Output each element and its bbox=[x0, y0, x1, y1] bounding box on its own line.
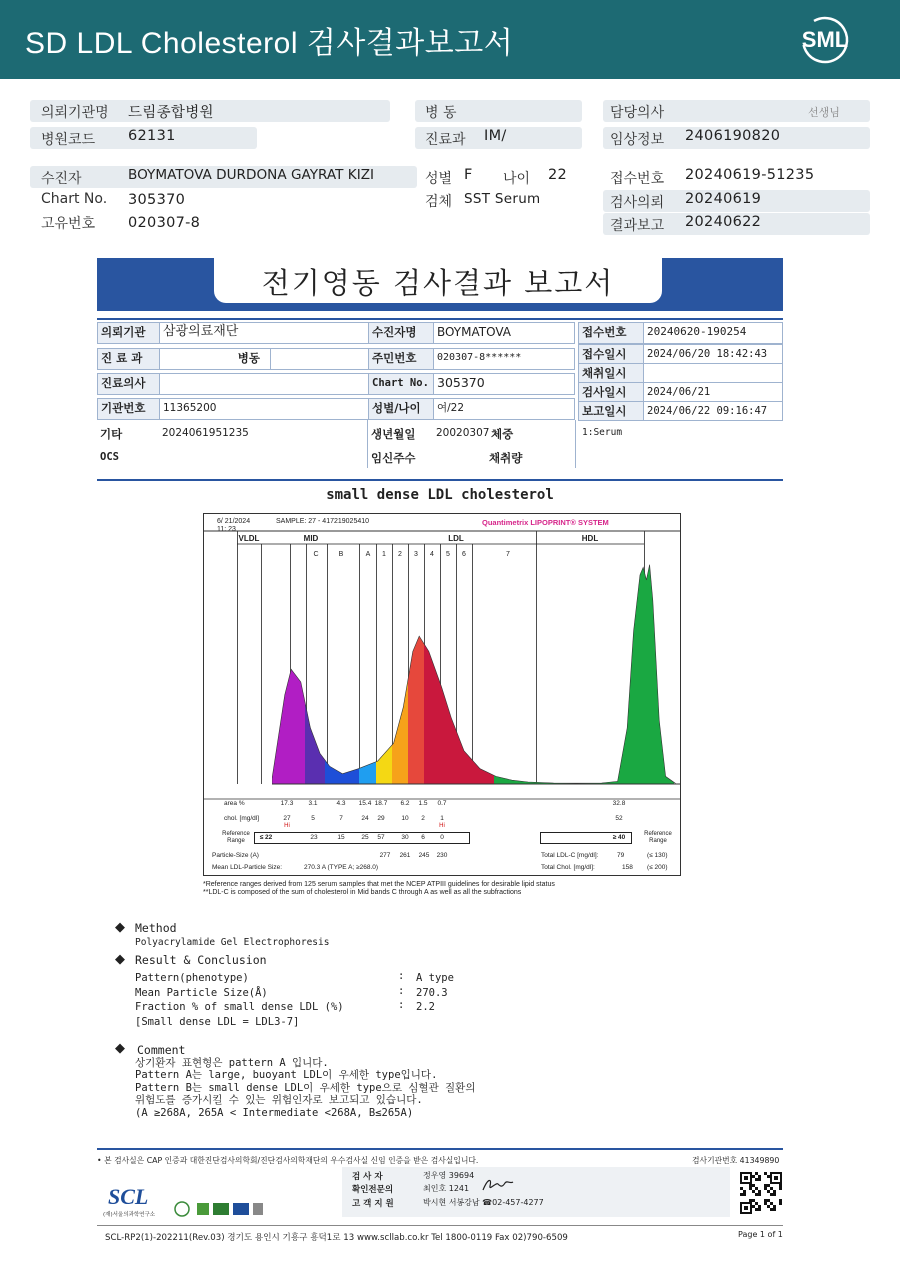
chol-label: chol. [mg/dl] bbox=[224, 815, 260, 822]
unique-label: 고유번호 bbox=[41, 216, 96, 232]
curve-fill-segment bbox=[305, 532, 325, 784]
footer-rule bbox=[97, 1148, 783, 1150]
chart-value: 305370 bbox=[128, 192, 186, 208]
patient-value: BOYMATOVA DURDONA GAYRAT KIZI bbox=[128, 167, 375, 183]
qr-code-icon bbox=[740, 1172, 782, 1214]
chart-time: 11: 23 bbox=[217, 526, 236, 533]
dept-label: 진료과 bbox=[425, 132, 466, 148]
confirm-label: 확인전문의 bbox=[352, 1185, 394, 1195]
group-label: MID bbox=[303, 534, 319, 543]
area-label: area % bbox=[224, 800, 245, 807]
scl-subtitle: (재)서울의과학연구소 bbox=[103, 1212, 156, 1218]
method-title: Method bbox=[135, 921, 177, 935]
mean-size-label: Mean LDL-Particle Size: bbox=[212, 864, 283, 871]
hospital-code-value: 62131 bbox=[128, 128, 176, 144]
amount-label: 채취량 bbox=[489, 451, 523, 465]
curve-fill-segment bbox=[325, 532, 359, 784]
doctor-value bbox=[159, 373, 369, 395]
pattern-value: A type bbox=[416, 972, 454, 984]
confirm-value: 최인호 1241 bbox=[423, 1184, 470, 1193]
band-label: 1 bbox=[382, 551, 386, 558]
ref-value: 15 bbox=[337, 834, 345, 841]
band-label: B bbox=[338, 551, 344, 558]
report-info-table bbox=[97, 320, 783, 468]
ocs-label: OCS bbox=[100, 451, 119, 463]
signature-icon bbox=[480, 1176, 516, 1194]
band-label: 5 bbox=[446, 551, 450, 558]
dept-label: 진 료 과 bbox=[97, 348, 160, 370]
specimen-label: 검체 bbox=[425, 194, 453, 210]
fraction-value: 2.2 bbox=[416, 1001, 435, 1013]
lab-number: 검사기관번호 41349890 bbox=[692, 1156, 780, 1165]
chol-value: 27 bbox=[283, 815, 291, 822]
recv-date-value: 2024/06/20 18:42:43 bbox=[643, 344, 783, 364]
comment-line: 상기환자 표현형은 pattern A 입니다. bbox=[135, 1057, 329, 1069]
curve-fill-segment bbox=[408, 532, 424, 784]
chart-label: Chart No. bbox=[41, 191, 108, 207]
tester-value: 정우영 39694 bbox=[423, 1171, 475, 1180]
collect-label: 채취일시 bbox=[578, 363, 644, 383]
footer-thin-rule bbox=[97, 1225, 783, 1226]
total-ldl-value: 79 bbox=[617, 852, 625, 859]
report-date-value: 2024/06/22 09:16:47 bbox=[643, 401, 783, 421]
particle-label: Particle-Size (A) bbox=[212, 852, 259, 859]
collect-value bbox=[643, 363, 783, 383]
diamond-icon: ◆ bbox=[115, 1041, 125, 1056]
particle-value: 245 bbox=[418, 852, 430, 859]
name-value: BOYMATOVA bbox=[433, 322, 575, 344]
ref-value: 30 bbox=[401, 834, 409, 841]
curve-fill-segment bbox=[359, 532, 376, 784]
ref-value: 0 bbox=[440, 834, 444, 841]
dept-value: IM/ bbox=[484, 128, 507, 144]
ref-label: Reference Range bbox=[222, 831, 250, 844]
chol-value: 24 bbox=[361, 815, 369, 822]
hi-mark: Hi bbox=[284, 823, 290, 829]
curve-fill-segment bbox=[494, 532, 674, 784]
curve-outline bbox=[272, 565, 675, 784]
inst-label: 기관번호 bbox=[97, 398, 160, 420]
ref-value: 57 bbox=[377, 834, 385, 841]
clinical-value: 2406190820 bbox=[685, 128, 781, 144]
ref-value: 6 bbox=[421, 834, 425, 841]
chol-value: 5 bbox=[311, 815, 315, 822]
band-label: A bbox=[365, 551, 371, 558]
birth-value: 20020307 bbox=[436, 427, 490, 439]
test-date-label: 검사일시 bbox=[578, 382, 644, 402]
page-title: SD LDL Cholesterol 검사결과보고서 bbox=[25, 27, 514, 60]
band-label: 4 bbox=[430, 551, 434, 558]
fraction-label: Fraction % of small dense LDL (%) bbox=[135, 1001, 344, 1013]
total-chol-value: 158 bbox=[622, 864, 633, 871]
pattern-label: Pattern(phenotype) bbox=[135, 972, 249, 984]
result-date-label: 결과보고 bbox=[610, 218, 665, 234]
chol-value: 52 bbox=[615, 815, 623, 822]
group-label: LDL bbox=[448, 534, 464, 543]
chart-value: 305370 bbox=[433, 373, 575, 395]
sex-label: 성별 bbox=[425, 171, 453, 187]
total-chol-ref: (≤ 200) bbox=[647, 864, 668, 871]
recv-no-label: 접수번호 bbox=[578, 322, 644, 344]
chart-date: 6/ 21/2024 bbox=[217, 518, 251, 525]
chart-title: small dense LDL cholesterol bbox=[326, 487, 554, 503]
org-value: 삼광의료재단 bbox=[159, 322, 369, 344]
receipt-label: 접수번호 bbox=[610, 171, 665, 187]
band-label: 2 bbox=[398, 551, 402, 558]
id-value: 020307-8****** bbox=[433, 348, 575, 370]
id-label: 주민번호 bbox=[368, 348, 434, 370]
particle-value: 230 bbox=[436, 852, 448, 859]
test-date-value: 2024/06/21 bbox=[643, 382, 783, 402]
chart-note-2: **LDL-C is composed of the sum of cholesterol in Mid bands C through A as well as all the subfractions bbox=[203, 889, 522, 896]
preg-label: 임신주수 bbox=[371, 451, 416, 465]
doctor-label: 진료의사 bbox=[97, 373, 160, 395]
band-label: 6 bbox=[462, 551, 466, 558]
result-date-value: 20240622 bbox=[685, 214, 762, 230]
diamond-icon: ◆ bbox=[115, 920, 125, 935]
diamond-icon: ◆ bbox=[115, 952, 125, 967]
patient-label: 수진자 bbox=[41, 171, 82, 187]
area-value: 17.3 bbox=[280, 800, 294, 807]
specimen-value: SST Serum bbox=[464, 191, 541, 207]
chol-value: 29 bbox=[377, 815, 385, 822]
ref-label-right: Reference Range bbox=[644, 831, 672, 844]
area-value: 4.3 bbox=[336, 800, 346, 807]
specimen-value: 1:Serum bbox=[582, 427, 623, 438]
hi-mark: Hi bbox=[439, 823, 445, 829]
total-ldl-ref: (≤ 130) bbox=[647, 852, 668, 859]
footer-address: SCL-RP2(1)-202211(Rev.03) 경기도 용인시 기흥구 흥덕1로 13 www.scllab.co.kr Tel 1800-0119 Fax 02)790-6509 bbox=[105, 1233, 568, 1243]
page-number: Page 1 of 1 bbox=[738, 1230, 783, 1239]
comment-line: Pattern B는 small dense LDL이 우세한 type으로 심혈관 질환의 bbox=[135, 1081, 476, 1094]
area-value: 32.8 bbox=[612, 800, 626, 807]
total-ldl-label: Total LDL-C [mg/dl]: bbox=[541, 852, 599, 859]
req-date-label: 검사의뢰 bbox=[610, 195, 665, 211]
sexage-label: 성별/나이 bbox=[368, 398, 434, 420]
etc-value: 2024061951235 bbox=[162, 427, 249, 439]
cert-text: • 본 검사실은 CAP 인증과 대한진단검사의학회/진단검사의학재단의 우수검사실 신임 인증을 받은 검사실입니다. bbox=[97, 1156, 479, 1165]
receipt-value: 20240619-51235 bbox=[685, 167, 815, 183]
hospital-code-label: 병원코드 bbox=[41, 132, 96, 148]
report-title: 전기영동 검사결과 보고서 bbox=[261, 266, 615, 300]
unique-value: 020307-8 bbox=[128, 215, 201, 231]
size-colon: : bbox=[398, 985, 405, 997]
etc-label: 기타 bbox=[100, 427, 123, 441]
comment-line: Pattern A는 large, buoyant LDL이 우세한 type입니다. bbox=[135, 1069, 438, 1082]
particle-value: 277 bbox=[379, 852, 391, 859]
support-label: 고 객 지 원 bbox=[352, 1199, 394, 1209]
clinical-label: 임상정보 bbox=[610, 132, 665, 148]
particle-value: 261 bbox=[399, 852, 411, 859]
ref-value: 23 bbox=[310, 834, 318, 841]
doctor-label: 담당의사 bbox=[610, 105, 665, 121]
group-label: VLDL bbox=[238, 534, 260, 543]
band-label: 7 bbox=[506, 551, 510, 558]
area-value: 1.5 bbox=[418, 800, 428, 807]
comment-line: 위험도를 증가시킬 수 있는 위험인자로 보고되고 있습니다. bbox=[135, 1094, 423, 1107]
sml-logo-text: SML bbox=[801, 27, 849, 52]
fraction-note: [Small dense LDL = LDL3-7] bbox=[135, 1016, 300, 1028]
size-label: Mean Particle Size(Å) bbox=[135, 987, 268, 999]
recv-date-label: 접수일시 bbox=[578, 344, 644, 364]
comment-title: Comment bbox=[137, 1043, 186, 1057]
mean-size-value: 270.3 A (TYPE A; ≥268.0) bbox=[304, 864, 379, 871]
ward-value bbox=[270, 348, 369, 370]
fraction-colon: : bbox=[398, 999, 405, 1011]
electrophoresis-curve bbox=[272, 532, 675, 784]
certification-badges-icon bbox=[173, 1200, 265, 1218]
request-org-label: 의뢰기관명 bbox=[41, 105, 109, 121]
req-date-value: 20240619 bbox=[685, 191, 762, 207]
scl-logo: SCL bbox=[108, 1184, 149, 1209]
chol-value: 7 bbox=[339, 815, 343, 822]
weight-label: 체중 bbox=[491, 427, 514, 441]
sex-value: F bbox=[464, 167, 473, 183]
chart-sample: SAMPLE: 27 - 417219025410 bbox=[276, 518, 370, 525]
comment-line: (A ≥268A, 265A < Intermediate <268A, B≤265A) bbox=[135, 1106, 414, 1119]
tester-label: 검 사 자 bbox=[352, 1172, 383, 1182]
area-value: 3.1 bbox=[308, 800, 318, 807]
band-label: 3 bbox=[414, 551, 418, 558]
result-title: Result & Conclusion bbox=[135, 953, 267, 967]
chol-value: 2 bbox=[421, 815, 425, 822]
ref-hdl-value: ≥ 40 bbox=[612, 834, 626, 841]
curve-fill-segment bbox=[424, 532, 494, 784]
report-rule-bottom bbox=[97, 479, 783, 481]
request-org-value: 드림종합병원 bbox=[128, 105, 214, 121]
area-value: 15.4 bbox=[358, 800, 372, 807]
age-label: 나이 bbox=[503, 171, 531, 187]
method-text: Polyacrylamide Gel Electrophoresis bbox=[135, 937, 330, 948]
ward-label: 병 동 bbox=[425, 105, 457, 121]
area-value: 6.2 bbox=[400, 800, 410, 807]
curve-fill-segment bbox=[376, 532, 392, 784]
chart-note-1: *Reference ranges derived from 125 serum samples that met the NCEP ATPIII guidelines for desirable lipid status bbox=[203, 881, 555, 888]
doctor-suffix: 선생님 bbox=[808, 106, 840, 119]
name-label: 수진자명 bbox=[368, 322, 434, 344]
comment-block bbox=[135, 1057, 475, 1119]
age-value: 22 bbox=[548, 167, 568, 183]
birth-label: 생년월일 bbox=[371, 427, 416, 441]
recv-no-value: 20240620-190254 bbox=[643, 322, 783, 344]
size-value: 270.3 bbox=[416, 987, 448, 999]
band-label: C bbox=[313, 551, 319, 558]
group-label: HDL bbox=[581, 534, 599, 543]
org-label: 의뢰기관 bbox=[97, 322, 160, 344]
signature-panel bbox=[342, 1167, 730, 1217]
area-value: 18.7 bbox=[374, 800, 388, 807]
area-value: 0.7 bbox=[437, 800, 447, 807]
inst-value: 11365200 bbox=[159, 398, 369, 420]
pattern-colon: : bbox=[398, 970, 405, 982]
ward-label: 병동 bbox=[159, 348, 271, 370]
report-date-label: 보고일시 bbox=[578, 401, 644, 421]
curve-fill-segment bbox=[392, 532, 408, 784]
chart-brand: Quantimetrix LIPOPRINT® SYSTEM bbox=[482, 518, 609, 527]
sexage-value: 여/22 bbox=[433, 398, 575, 420]
chol-value: 10 bbox=[401, 815, 409, 822]
ref-value: ≤ 22 bbox=[259, 834, 273, 841]
chart-label: Chart No. bbox=[368, 373, 434, 395]
ref-value: 25 bbox=[361, 834, 369, 841]
lipoprint-chart bbox=[203, 513, 681, 876]
support-value: 박시현 서봉강남 ☎02-457-4277 bbox=[423, 1198, 544, 1207]
chol-value: 1 bbox=[440, 815, 444, 822]
total-chol-label: Total Chol. [mg/dl]: bbox=[541, 864, 595, 871]
